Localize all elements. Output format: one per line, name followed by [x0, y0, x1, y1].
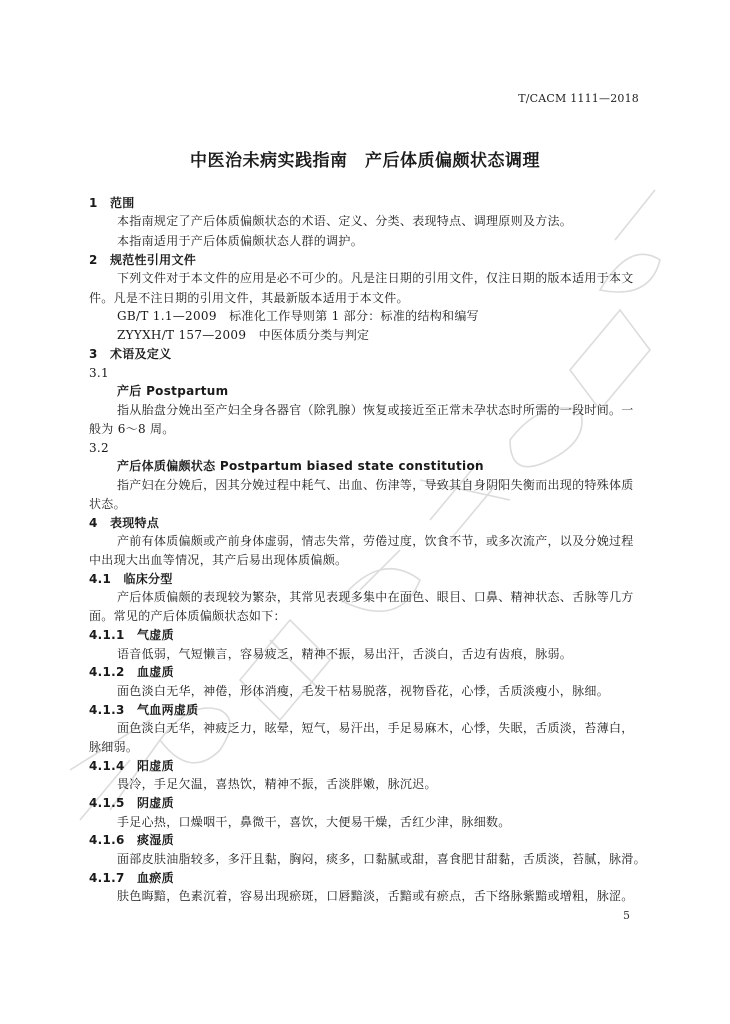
paragraph-line: 面。常见的产后体质偏颇状态如下：: [89, 609, 286, 623]
subsection-heading: 4.1.3 气血两虚质: [89, 703, 199, 717]
paragraph-line: 状态。: [89, 497, 126, 511]
section-heading: 2 规范性引用文件: [89, 253, 197, 267]
reference-item: GB/T 1.1—2009 标准化工作导则第 1 部分：标准的结构和编写: [117, 309, 479, 323]
paragraph-line: 面色淡白无华，神疲乏力，眩晕，短气，易汗出，手足易麻木，心悸，失眠，舌质淡，苔薄白，: [117, 721, 634, 735]
paragraph-line: 面部皮肤油脂较多，多汗且黏，胸闷，痰多，口黏腻或甜，喜食肥甘甜黏，舌质淡，苔腻，脉滑。: [117, 852, 646, 866]
paragraph-line: 畏冷，手足欠温，喜热饮，精神不振，舌淡胖嫩，脉沉迟。: [117, 777, 437, 791]
section-heading: 4 表现特点: [89, 516, 160, 530]
subsection-heading: 4.1 临床分型: [89, 572, 173, 586]
paragraph-line: 般为 6～8 周。: [89, 422, 175, 436]
subsection-heading: 4.1.6 痰湿质: [89, 833, 174, 847]
clause-number: 3.1: [89, 366, 109, 380]
clause-number: 3.2: [89, 441, 109, 455]
paragraph-line: 指从胎盘分娩出至产妇全身各器官（除乳腺）恢复或接近至正常未孕状态时所需的一段时间。一: [117, 403, 634, 417]
paragraph-line: 语音低弱，气短懒言，容易疲乏，精神不振，易出汗，舌淡白，舌边有齿痕，脉弱。: [117, 647, 573, 661]
subsection-heading: 4.1.4 阳虚质: [89, 759, 174, 773]
paragraph-line: 面色淡白无华，神倦，形体消瘦，毛发干枯易脱落，视物昏花，心悸，舌质淡瘦小，脉细。: [117, 684, 610, 698]
subsection-heading: 4.1.7 血瘀质: [89, 871, 174, 885]
paragraph-line: 件。凡是不注日期的引用文件，其最新版本适用于本文件。: [89, 291, 409, 305]
paragraph-line: 指产妇在分娩后，因其分娩过程中耗气、出血、伤津等，导致其自身阴阳失衡而出现的特殊体质: [117, 478, 634, 492]
subsection-heading: 4.1.5 阴虚质: [89, 796, 174, 810]
paragraph-line: 本指南适用于产后体质偏颇状态人群的调护。: [117, 234, 364, 248]
standard-number: T/CACM 1111—2018: [518, 92, 639, 105]
subsection-heading: 4.1.2 血虚质: [89, 665, 174, 679]
paragraph-line: 产前有体质偏颇或产前身体虚弱，情志失常，劳倦过度，饮食不节，或多次流产，以及分娩过程: [117, 534, 634, 548]
paragraph-line: 手足心热，口燥咽干，鼻微干，喜饮，大便易干燥，舌红少津，脉细数。: [117, 815, 511, 829]
page-number: 5: [623, 909, 630, 922]
paragraph-line: 脉细弱。: [89, 740, 139, 754]
paragraph-line: 肤色晦黯，色素沉着，容易出现瘀斑，口唇黯淡，舌黯或有瘀点，舌下络脉紫黯或增粗，脉涩。: [117, 889, 634, 903]
reference-item: ZYYXH/T 157—2009 中医体质分类与判定: [117, 328, 370, 342]
paragraph-line: 中出现大出血等情况，其产后易出现体质偏颇。: [89, 553, 348, 567]
term-entry: 产后体质偏颇状态 Postpartum biased state constitution: [117, 459, 484, 473]
document-title: 中医治未病实践指南 产后体质偏颇状态调理: [190, 151, 540, 171]
term-entry: 产后 Postpartum: [117, 384, 229, 398]
paragraph-line: 本指南规定了产后体质偏颇状态的术语、定义、分类、表现特点、调理原则及方法。: [117, 214, 573, 228]
subsection-heading: 4.1.1 气虚质: [89, 628, 174, 642]
paragraph-line: 产后体质偏颇的表现较为繁杂，其常见表现多集中在面色、眼目、口鼻、精神状态、舌脉等几方: [117, 590, 634, 604]
section-heading: 3 术语及定义: [89, 347, 172, 361]
paragraph-line: 下列文件对于本文件的应用是必不可少的。凡是注日期的引用文件，仅注日期的版本适用于本文: [117, 271, 634, 285]
section-heading: 1 范围: [89, 196, 135, 210]
